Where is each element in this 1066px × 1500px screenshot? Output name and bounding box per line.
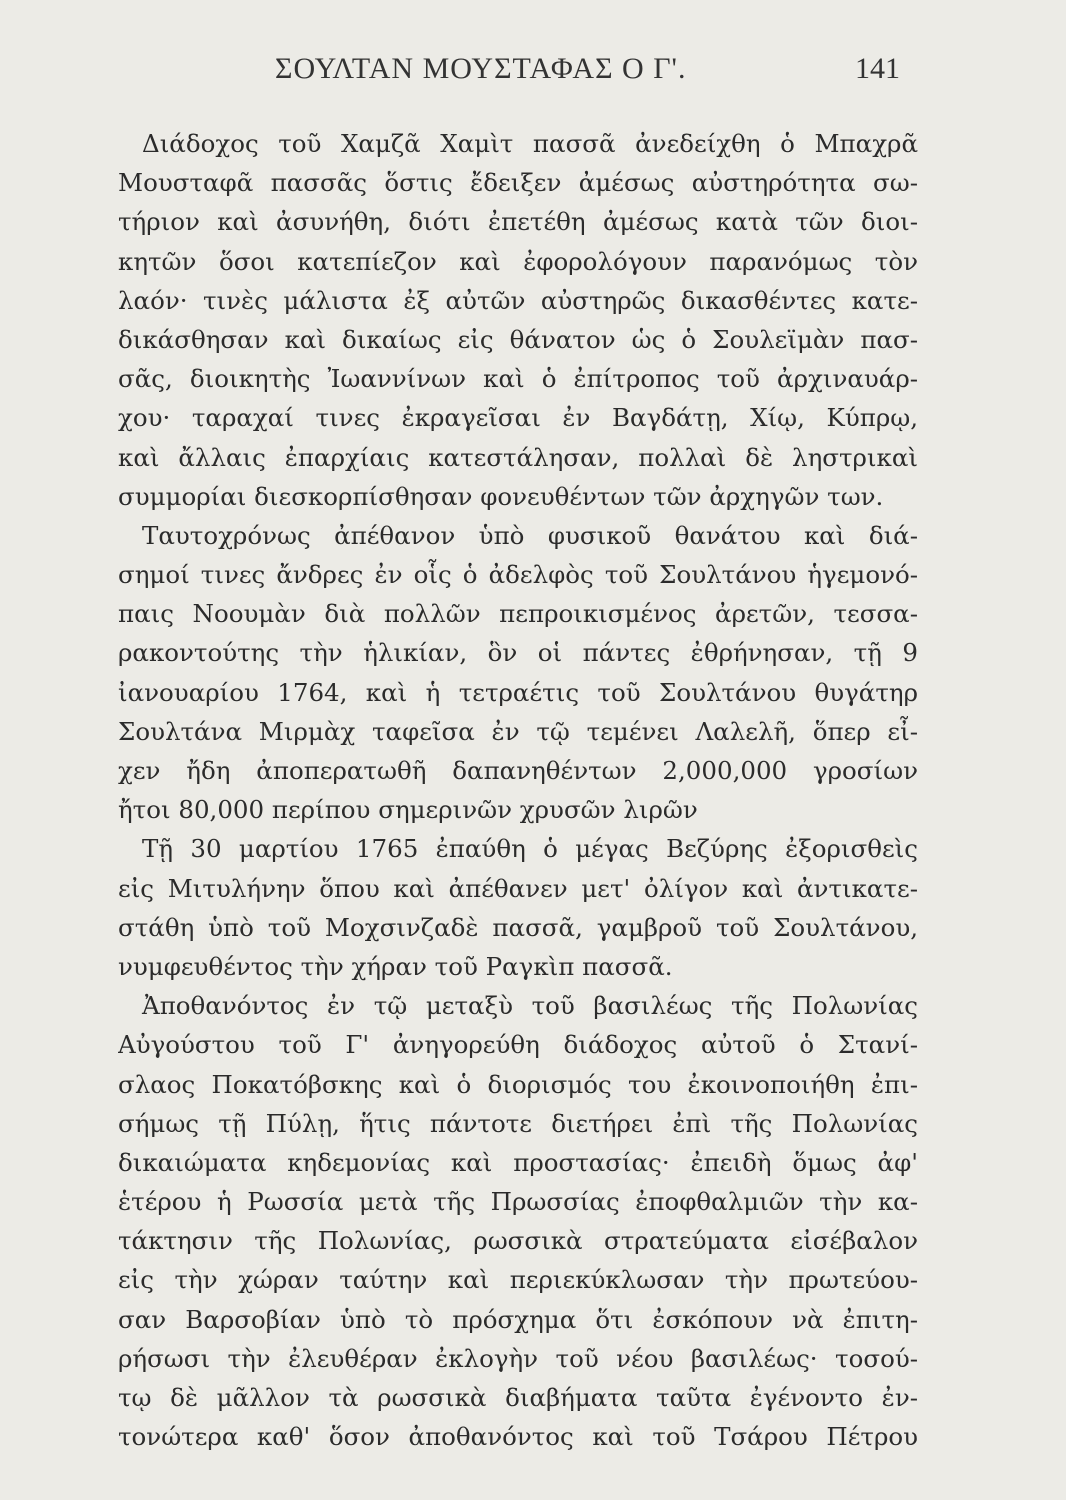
body-text: [118, 124, 918, 1456]
text-line: κητῶν ὅσοι κατεπίεζον καὶ ἐφορολόγουν παρανόμως τὸν: [118, 246, 918, 276]
text-line: Μουσταφᾶ πασσᾶς ὅστις ἔδειξεν ἀμέσως αὐστηρότητα σω-: [118, 168, 918, 198]
text-line: σήμως τῇ Πύλῃ, ἥτις πάντοτε διετήρει ἐπὶ τῆς Πολωνίας: [118, 1108, 918, 1138]
text-line: παις Νοουμὰν διὰ πολλῶν πεπροικισμένος ἀρετῶν, τεσσα-: [118, 599, 918, 629]
text-line: ρήσωσι τὴν ἐλευθέραν ἐκλογὴν τοῦ νέου βασιλέως· τοσού-: [118, 1343, 918, 1373]
text-line: δικαιώματα κηδεμονίας καὶ προστασίας· ἐπειδὴ ὅμως ἀφ': [118, 1147, 918, 1177]
page-header: [120, 52, 920, 92]
text-line: Σουλτάνα Μιρμὰχ ταφεῖσα ἐν τῷ τεμένει Λαλελῆ, ὅπερ εἶ-: [118, 716, 918, 746]
text-line: σημοί τινες ἄνδρες ἐν οἷς ὁ ἀδελφὸς τοῦ Σουλτάνου ἡγεμονό-: [118, 560, 918, 590]
text-line: καὶ ἄλλαις ἐπαρχίαις κατεστάλησαν, πολλαὶ δὲ ληστρικαὶ: [118, 442, 918, 472]
text-line: Αὐγούστου τοῦ Γ' ἀνηγορεύθη διάδοχος αὐτοῦ ὁ Στανί-: [118, 1030, 918, 1060]
text-line: εἰς Μιτυλήνην ὅπου καὶ ἀπέθανεν μετ' ὀλίγον καὶ ἀντικατε-: [118, 873, 918, 903]
text-line: τῳ δὲ μᾶλλον τὰ ρωσσικὰ διαβήματα ταῦτα ἐγένοντο ἐν-: [118, 1383, 918, 1412]
text-line: σλαος Ποκατόβσκης καὶ ὁ διορισμός του ἐκοινοποιήθη ἐπι-: [118, 1069, 918, 1099]
text-line: νυμφευθέντος τὴν χήραν τοῦ Ραγκὶπ πασσᾶ.: [118, 951, 673, 981]
text-line: Ταυτοχρόνως ἀπέθανον ὑπὸ φυσικοῦ θανάτου καὶ διά-: [142, 520, 918, 550]
text-line: Ἀποθανόντος ἐν τῷ μεταξὺ τοῦ βασιλέως τῆς Πολωνίας: [142, 991, 918, 1021]
text-line: στάθη ὑπὸ τοῦ Μοχσινζαδὲ πασσᾶ, γαμβροῦ τοῦ Σουλτάνου,: [118, 912, 918, 942]
text-line: ἤτοι 80,000 περίπου σημερινῶν χρυσῶν λιρῶν: [118, 795, 698, 825]
text-line: τονώτερα καθ' ὅσον ἀποθανόντος καὶ τοῦ Τσάρου Πέτρου: [118, 1422, 918, 1452]
text-line: χεν ἤδη ἀποπερατωθῆ δαπανηθέντων 2,000,000 γροσίων: [118, 756, 918, 785]
text-line: χου· ταραχαί τινες ἐκραγεῖσαι ἐν Βαγδάτῃ, Χίῳ, Κύπρῳ,: [118, 403, 918, 433]
text-line: Τῇ 30 μαρτίου 1765 ἐπαύθη ὁ μέγας Βεζύρης ἐξορισθεὶς: [142, 834, 918, 864]
text-line: τήριον καὶ ἀσυνήθη, διότι ἐπετέθη ἀμέσως κατὰ τῶν διοι-: [118, 207, 918, 237]
running-title: ΣΟΥΛΤΑΝ ΜΟΥΣΤΑΦΑΣ Ο Γ'.: [275, 52, 687, 85]
text-line: ρακοντούτης τὴν ἡλικίαν, ὃν οἱ πάντες ἐθρήνησαν, τῇ 9: [118, 638, 918, 668]
text-line: τάκτησιν τῆς Πολωνίας, ρωσσικὰ στρατεύματα εἰσέβαλον: [118, 1226, 918, 1256]
text-line: σαν Βαρσοβίαν ὑπὸ τὸ πρόσχημα ὅτι ἐσκόπουν νὰ ἐπιτη-: [118, 1304, 918, 1334]
page-number: 141: [855, 52, 900, 85]
text-line: εἰς τὴν χώραν ταύτην καὶ περιεκύκλωσαν τὴν πρωτεύου-: [118, 1265, 918, 1295]
text-line: συμμορίαι διεσκορπίσθησαν φονευθέντων τῶν ἀρχηγῶν των.: [118, 481, 884, 511]
text-line: λαόν· τινὲς μάλιστα ἐξ αὐτῶν αὐστηρῶς δικασθέντες κατε-: [118, 285, 918, 315]
text-line: δικάσθησαν καὶ δικαίως εἰς θάνατον ὡς ὁ Σουλεϊμὰν πασ-: [118, 324, 918, 354]
text-line: Διάδοχος τοῦ Χαμζᾶ Χαμὶτ πασσᾶ ἀνεδείχθη ὁ Μπαχρᾶ: [142, 129, 918, 158]
text-line: ἑτέρου ἡ Ρωσσία μετὰ τῆς Πρωσσίας ἐποφθαλμιῶν τὴν κα-: [118, 1187, 918, 1217]
text-line: σᾶς, διοικητὴς Ἰωαννίνων καὶ ὁ ἐπίτροπος τοῦ ἀρχιναυάρ-: [118, 364, 918, 394]
text-line: ἰανουαρίου 1764, καὶ ἡ τετραέτις τοῦ Σουλτάνου θυγάτηρ: [118, 677, 918, 707]
